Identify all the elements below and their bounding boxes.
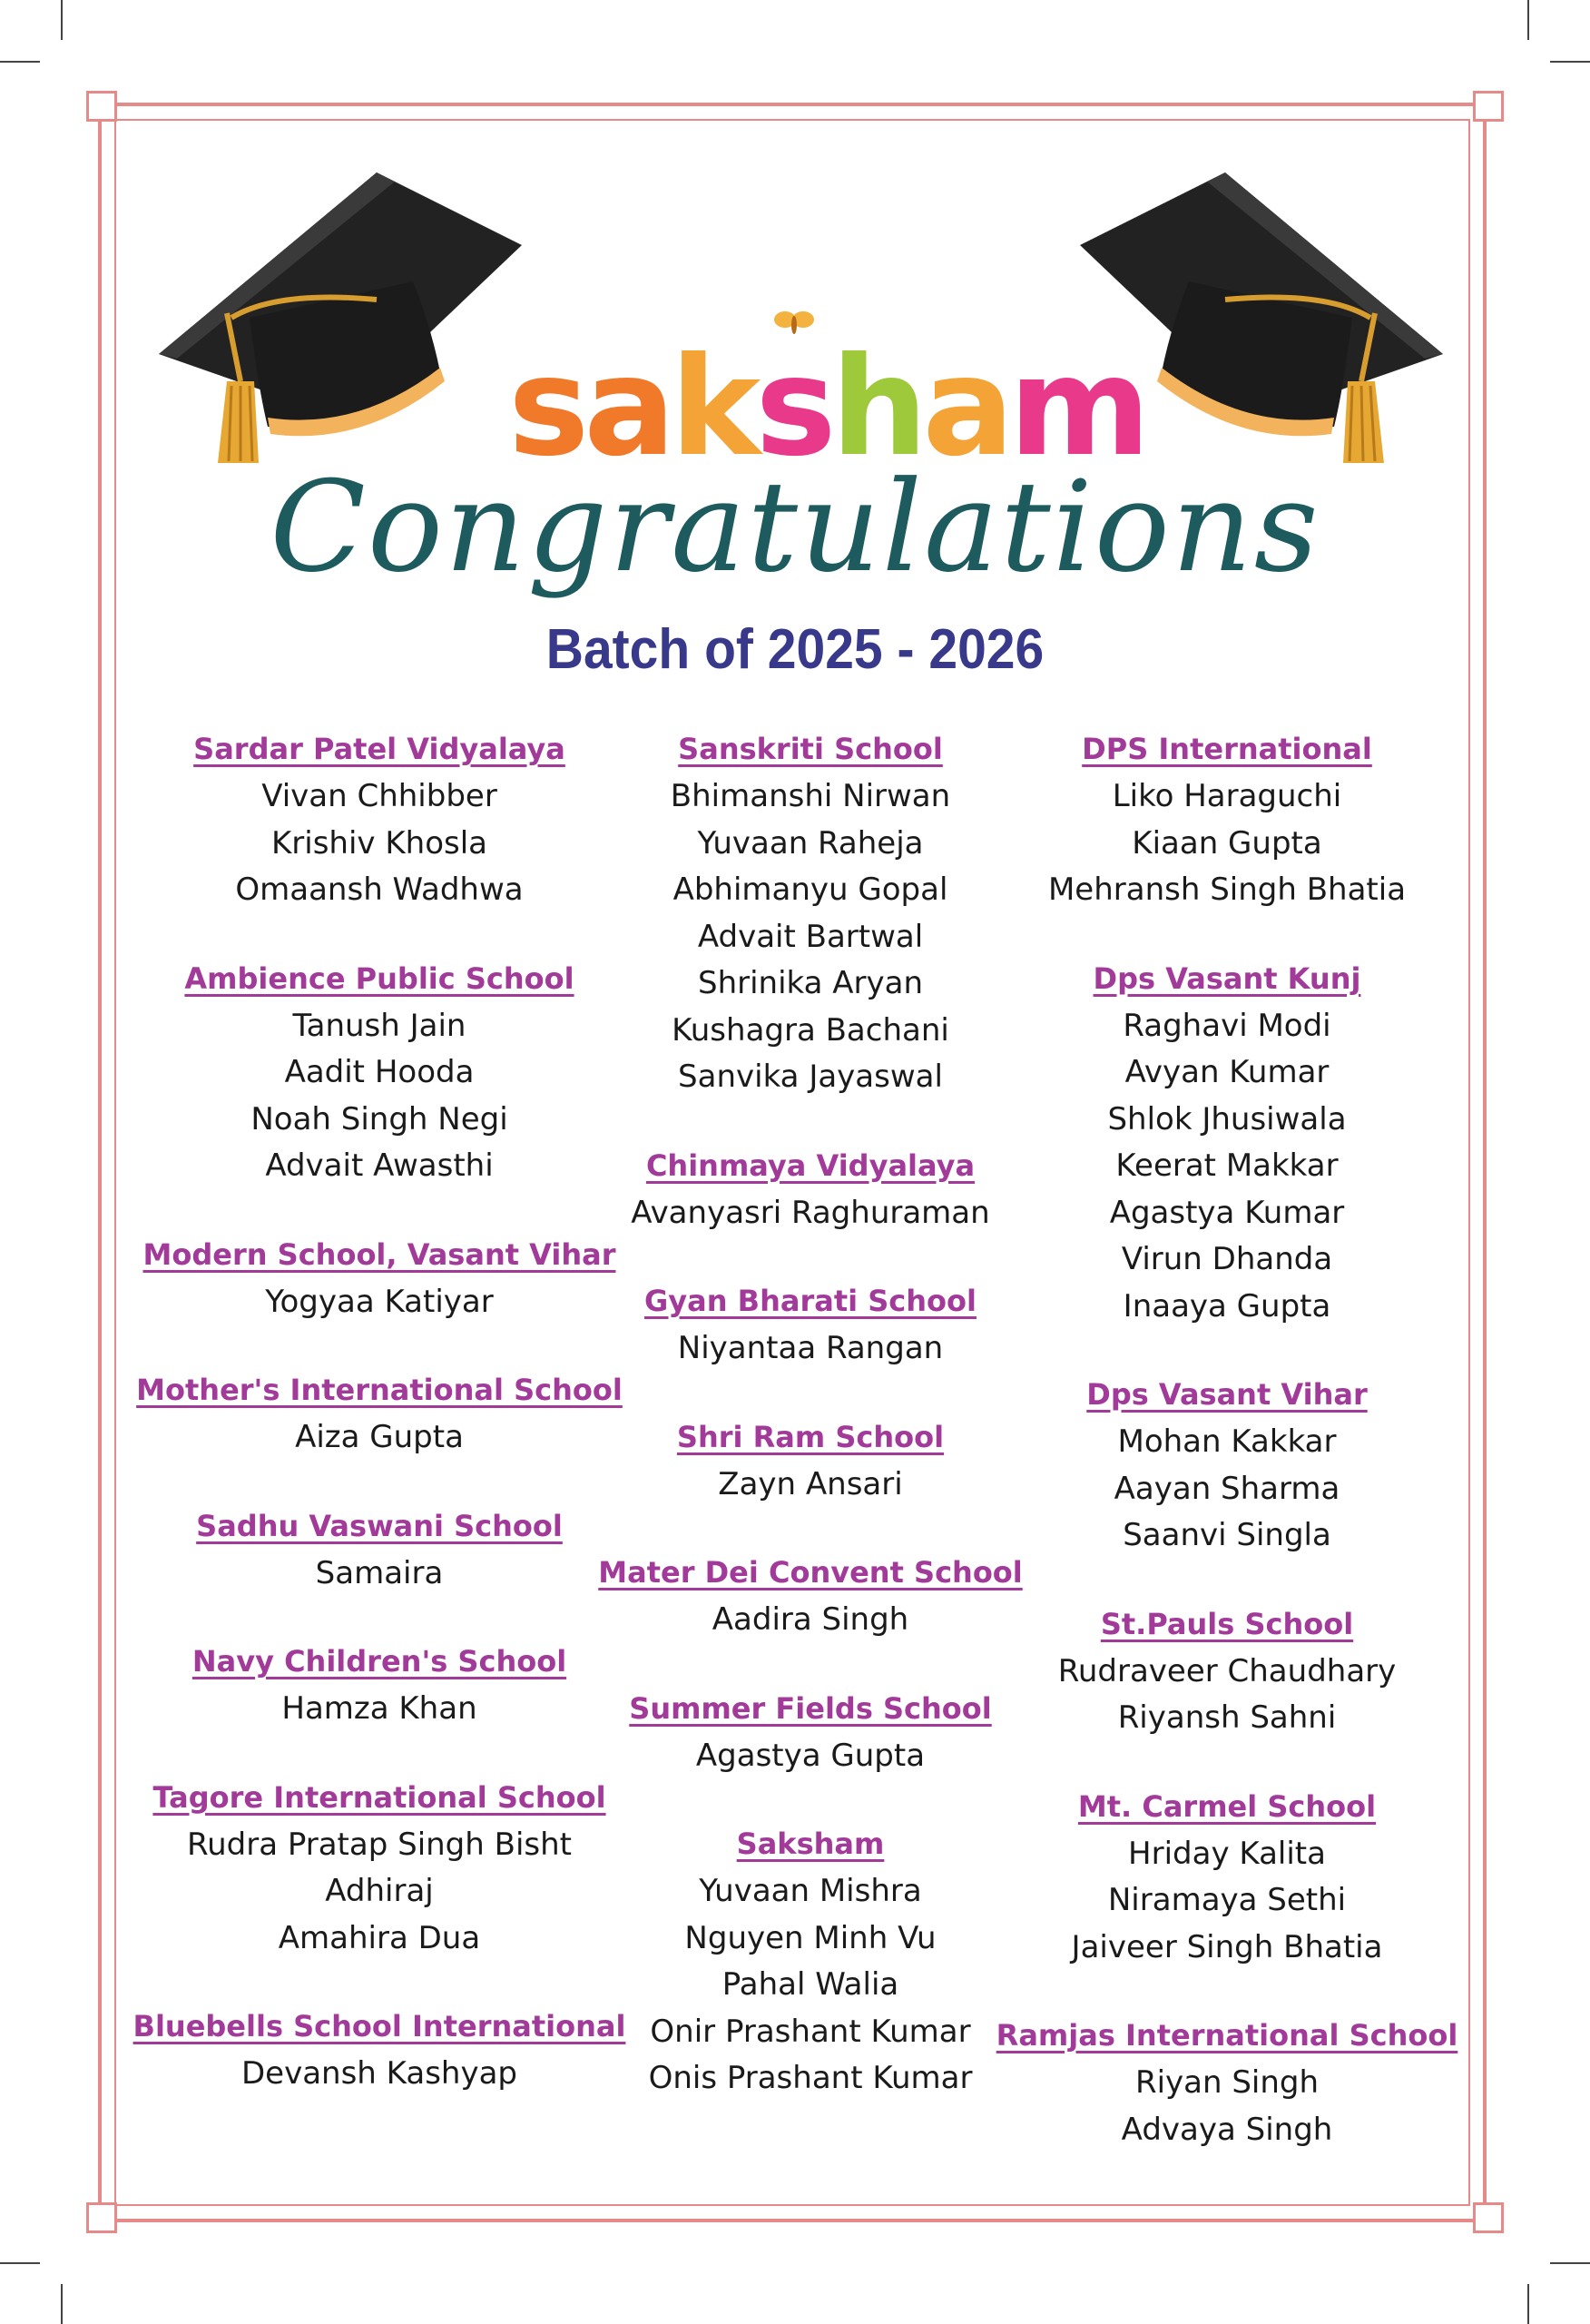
frame-corner xyxy=(1473,91,1504,122)
student-name: Liko Haraguchi xyxy=(1112,778,1342,814)
school-name: Mother's International School xyxy=(136,1373,623,1407)
graduation-cap-left-icon xyxy=(141,163,540,472)
student-name: Samaira xyxy=(315,1554,444,1591)
school-name: Modern School, Vasant Vihar xyxy=(142,1236,616,1272)
student-name: Yuvaan Mishra xyxy=(699,1873,922,1909)
student-name: Yuvaan Raheja xyxy=(697,824,924,862)
student-name: Yogyaa Katiyar xyxy=(265,1283,494,1320)
school-column-3 xyxy=(973,726,1481,2153)
student-name: Avanyasri Raghuraman xyxy=(631,1194,990,1231)
school-name: Gyan Bharati School xyxy=(644,1284,977,1318)
student-name: Noah Singh Negi xyxy=(250,1100,508,1137)
school-name: Mater Dei Convent School xyxy=(598,1555,1023,1590)
school-name: Sardar Patel Vidyalaya xyxy=(193,732,565,766)
school-name: Tagore International School xyxy=(152,1779,606,1815)
frame-corner xyxy=(1473,2202,1504,2233)
student-name: Abhimanyu Gopal xyxy=(672,872,948,908)
student-name: Pahal Walia xyxy=(721,1966,899,2003)
student-name: Devansh Kashyap xyxy=(240,2055,517,2092)
student-name: Mehransh Singh Bhatia xyxy=(1047,872,1407,908)
svg-text:saksham: saksham xyxy=(508,329,1145,487)
student-name: Rudraveer Chaudhary xyxy=(1057,1652,1397,1689)
student-name: Riyan Singh xyxy=(1134,2064,1320,2101)
student-name: Aadit Hooda xyxy=(284,1054,475,1090)
student-name: Advaya Singh xyxy=(1121,2111,1333,2148)
student-name: Kiaan Gupta xyxy=(1132,824,1322,862)
student-name: Sanvika Jayaswal xyxy=(678,1059,943,1095)
crop-mark xyxy=(1527,2284,1529,2324)
student-name: Aiza Gupta xyxy=(295,1419,464,1455)
school-name: Dps Vasant Vihar xyxy=(1086,1377,1368,1412)
student-name: Avyan Kumar xyxy=(1124,1054,1330,1090)
student-name: Hamza Khan xyxy=(281,1690,477,1727)
batch-subtitle: Batch of 2025 - 2026 xyxy=(545,618,1045,681)
student-name: Onir Prashant Kumar xyxy=(650,2013,971,2050)
school-name: Bluebells School International xyxy=(132,2009,626,2043)
student-name: Zayn Ansari xyxy=(718,1465,903,1502)
student-name: Jaiveer Singh Bhatia xyxy=(1071,1928,1383,1965)
frame-corner xyxy=(86,91,117,122)
school-name: Dps Vasant Kunj xyxy=(1093,960,1361,996)
school-name: Navy Children's School xyxy=(191,1644,567,1679)
student-name: Aadira Singh xyxy=(712,1601,909,1638)
student-name: Agastya Gupta xyxy=(695,1737,926,1774)
student-name: Saanvi Singla xyxy=(1123,1517,1331,1553)
student-name: Hriday Kalita xyxy=(1128,1835,1326,1872)
crop-mark xyxy=(61,2284,63,2324)
school-name: Ambience Public School xyxy=(184,960,574,996)
school-name: St.Pauls School xyxy=(1100,1606,1354,1641)
school-name: Summer Fields School xyxy=(629,1690,992,1726)
student-name: Shrinika Aryan xyxy=(697,965,924,1001)
student-name: Aayan Sharma xyxy=(1114,1470,1340,1507)
student-name: Agastya Kumar xyxy=(1109,1194,1345,1231)
school-name: Saksham xyxy=(736,1827,885,1861)
student-name: Advait Bartwal xyxy=(697,918,924,955)
page-title: Congratulations xyxy=(270,454,1320,600)
student-name: Kushagra Bachani xyxy=(672,1011,949,1049)
student-name: Niramaya Sethi xyxy=(1107,1882,1347,1918)
student-name: Raghavi Modi xyxy=(1123,1007,1331,1044)
student-name: Krishiv Khosla xyxy=(271,824,487,862)
crop-mark xyxy=(0,61,40,63)
student-name: Virun Dhanda xyxy=(1121,1241,1333,1277)
student-name: Inaaya Gupta xyxy=(1123,1287,1331,1324)
student-name: Keerat Makkar xyxy=(1115,1147,1339,1184)
crop-mark xyxy=(61,0,63,40)
school-name: DPS International xyxy=(1082,732,1372,766)
student-name: Advait Awasthi xyxy=(265,1147,494,1184)
crop-mark xyxy=(1550,61,1590,63)
school-name: Sadhu Vaswani School xyxy=(196,1508,563,1543)
student-name: Amahira Dua xyxy=(278,1919,481,1956)
student-name: Mohan Kakkar xyxy=(1117,1423,1337,1460)
school-name: Mt. Carmel School xyxy=(1077,1788,1377,1824)
school-name: Ramjas International School xyxy=(996,2018,1458,2053)
school-name: Chinmaya Vidyalaya xyxy=(645,1147,976,1183)
crop-mark xyxy=(1527,0,1529,40)
student-name: Vivan Chhibber xyxy=(261,778,497,814)
school-name: Sanskriti School xyxy=(678,732,943,766)
crop-mark xyxy=(1550,2262,1590,2264)
school-name: Shri Ram School xyxy=(676,1419,945,1454)
student-name: Omaansh Wadhwa xyxy=(235,872,524,908)
frame-corner xyxy=(86,2202,117,2233)
student-name: Riyansh Sahni xyxy=(1117,1699,1337,1736)
student-name: Tanush Jain xyxy=(292,1007,466,1044)
student-name: Niyantaa Rangan xyxy=(677,1330,944,1366)
student-name: Rudra Pratap Singh Bisht xyxy=(186,1826,572,1863)
student-name: Adhiraj xyxy=(325,1873,434,1909)
student-name: Shlok Jhusiwala xyxy=(1107,1100,1347,1137)
student-name: Bhimanshi Nirwan xyxy=(670,778,951,814)
crop-mark xyxy=(0,2262,40,2264)
student-name: Onis Prashant Kumar xyxy=(648,2060,973,2096)
student-name: Nguyen Minh Vu xyxy=(684,1919,937,1956)
